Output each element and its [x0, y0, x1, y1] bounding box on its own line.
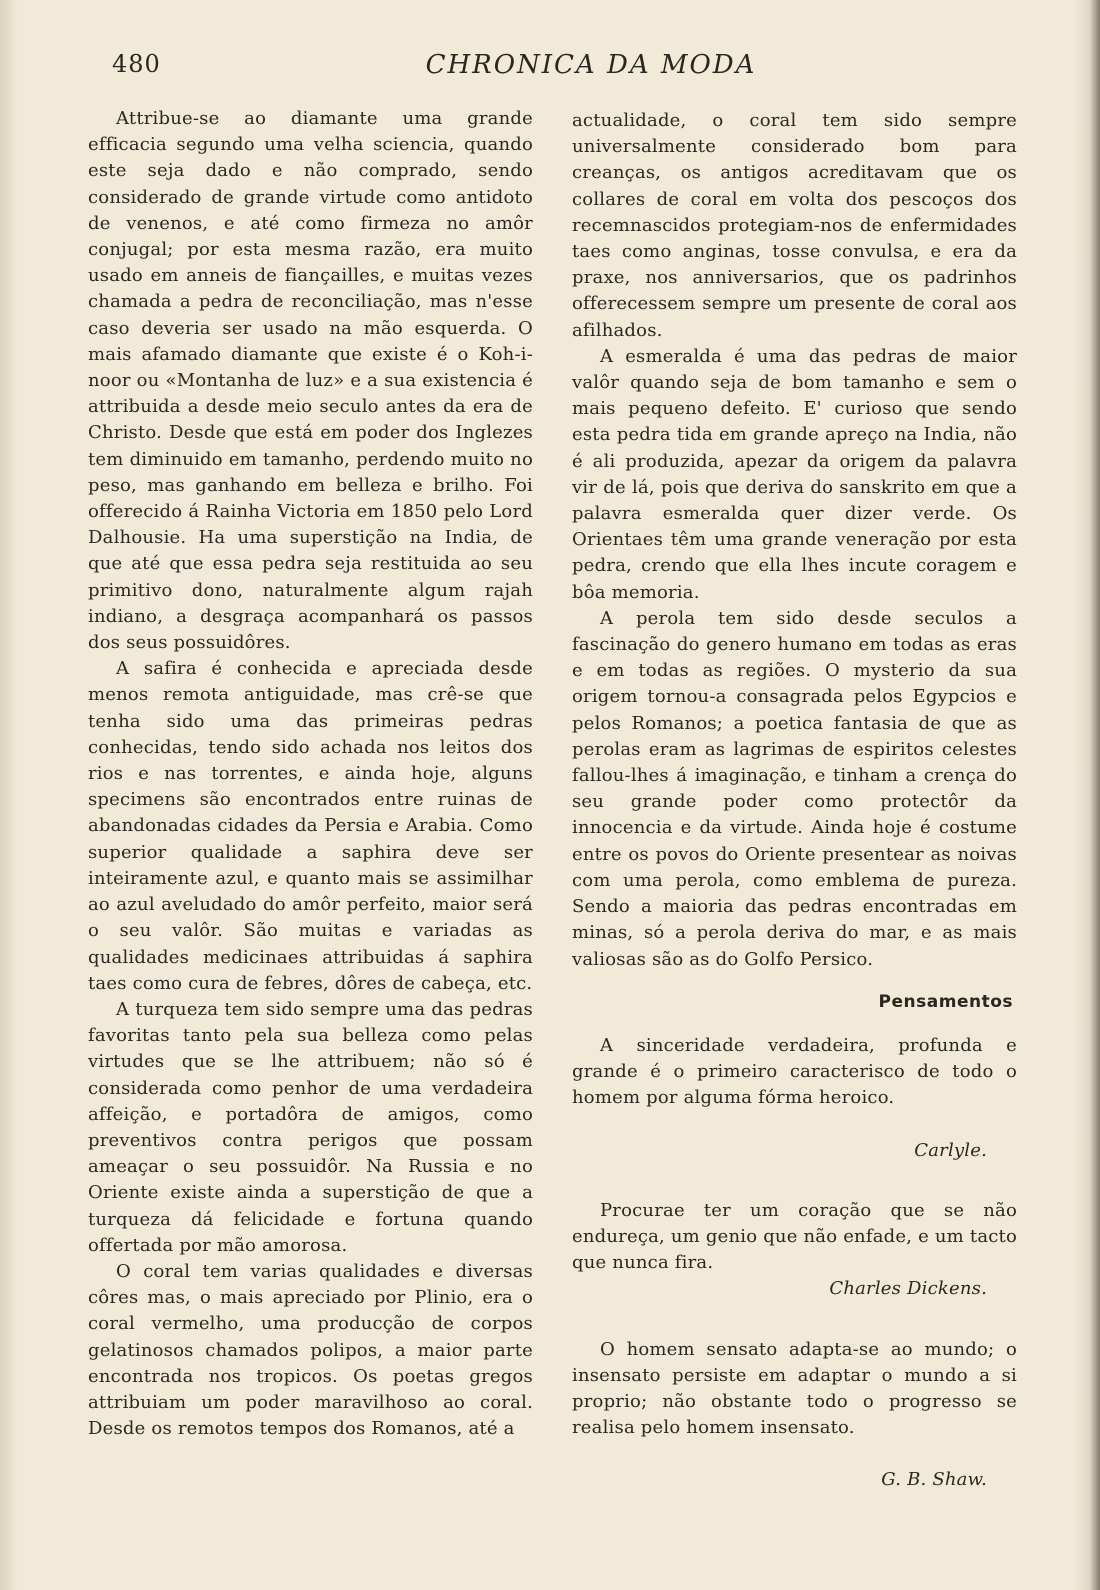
paragraph-perola: A perola tem sido desde seculos a fascinação do genero humano em todas as eras e em todas as regiões. O mysterio da sua origem tornou-a consagrada pelos Egypcios e pelos Romanos; a poetica fantasia de que as perolas eram as lagrimas de espiritos celestes fallou-lhes á imaginação, e tinham a crença do seu grande poder como protectôr da innocencia e da virtude. Ainda hoje é costume entre os povos do Oriente presentear as noivas com uma perola, como emblema de pureza. Sendo a maioria das pedras encontradas em minas, só a perola deriva do mar, e as mais valiosas são as do Golfo Persico.: [572, 607, 1017, 970]
quote-block: [572, 1033, 1017, 1164]
paragraph-coral-continued: actualidade, o coral tem sido sempre universalmente considerado bom para creanças, os antigos acreditavam que os collares de coral em volta dos pescoços dos recemnascidos protegiam-nos de enfermidades taes como anginas, tosse convulsa, e era da praxe, nos anniversarios, que os padrinhos offerecessem sempre um presente de coral aos afilhados.: [572, 110, 1017, 341]
left-column: [88, 106, 533, 1442]
paragraph-safira: A safira é conhecida e apreciada desde menos remota antiguidade, mas crê-se que tenha sido uma das primeiras pedras conhecidas, tendo sido achada nos leitos dos rios e nas torrentes, e ainda hoje, alguns specimens são encontrados entre ruinas de abandonadas cidades da Persia e Arabia. Como superior qualidade a saphira deve ser inteiramente azul, e quanto mais se assimilhar ao azul aveludado do amôr perfeito, maior será o seu valôr. São muitas e variadas as qualidades medicinaes attribuidas á saphira taes como cura de febres, dôres de cabeça, etc.: [88, 658, 533, 994]
right-column: [572, 108, 1017, 1494]
paragraph-coral: O coral tem varias qualidades e diversas côres mas, o mais apreciado por Plinio, era o coral vermelho, uma producção de corpos gelatinosos chamados polipos, a maior parte encontrada nos tropicos. Os poetas gregos attribuiam um poder maravilhoso ao coral. Desde os remotos tempos dos Romanos, até a: [88, 1260, 533, 1440]
quote-text: Procurae ter um coração que se não endureça, um genio que não enfade, e um tacto que nunca fira.: [572, 1199, 1017, 1274]
paragraph-diamante: Attribue-se ao diamante uma grande efficacia segundo uma velha sciencia, quando este seja dado e não comprado, sendo considerado de grande virtude como antidoto de venenos, e até como firmeza no amôr conjugal; por esta mesma razão, era muito usado em anneis de fiançailles, e muitas vezes chamada a pedra de reconciliação, mas n'esse caso deveria ser usado na mão esquerda. O mais afamado diamante que existe é o Koh-i-noor ou «Montanha de luz» e a sua existencia é attribuida a desde meio seculo antes da era de Christo. Desde que está em poder dos Inglezes tem diminuido em tamanho, perdendo muito no peso, mas ganhando em belleza e brilho. Foi offerecido á Rainha Victoria em 1850 pelo Lord Dalhousie. Ha uma superstição na India, de que até que essa pedra seja restituida ao seu primitivo dono, naturalmente algum rajah indiano, a desgraça acompanhará os passos dos seus possuidôres.: [88, 108, 533, 654]
quote-author: Carlyle.: [914, 1139, 987, 1161]
page-edge-shadow-left: [0, 0, 18, 1590]
section-heading-pensamentos: Pensamentos: [878, 991, 1013, 1012]
page-header: [112, 50, 980, 90]
quote-author: G. B. Shaw.: [881, 1469, 987, 1491]
quote-text: O homem sensato adapta-se ao mundo; o insensato persiste em adaptar o mundo a si proprio; não obstante todo o progresso se realisa pelo homem insensato.: [572, 1338, 1017, 1439]
page-edge-shadow-right: [1074, 0, 1100, 1590]
quote-text: A sinceridade verdadeira, profunda e grande é o primeiro caracterisco de todo o homem por alguma fórma heroico.: [572, 1034, 1017, 1109]
quote-block: [572, 1198, 1017, 1303]
paragraph-turqueza: A turqueza tem sido sempre uma das pedras favoritas tanto pela sua belleza como pelas virtudes que se lhe attribuem; não só é considerada como penhor de uma verdadeira affeição, e portadôra de amigos, como preventivos contra perigos que possam ameaçar o seu possuidôr. Na Russia e no Oriente existe ainda a superstição de que a turqueza dá felicidade e fortuna quando offertada por mão amorosa.: [88, 998, 533, 1256]
quote-block: [572, 1337, 1017, 1494]
running-title: CHRONICA DA MODA: [425, 50, 757, 80]
quote-author: Charles Dickens.: [829, 1278, 987, 1300]
paragraph-esmeralda: A esmeralda é uma das pedras de maior valôr quando seja de bom tamanho e sem o mais pequeno defeito. E' curioso que sendo esta pedra tida em grande apreço na India, não é ali produzida, apezar da origem da palavra vir de lá, pois que deriva do sanskrito em que a palavra esmeralda quer dizer verde. Os Orientaes têm uma grande veneração por esta pedra, crendo que ella lhes incute coragem e bôa memoria.: [572, 345, 1017, 603]
page-number: 480: [112, 50, 161, 78]
